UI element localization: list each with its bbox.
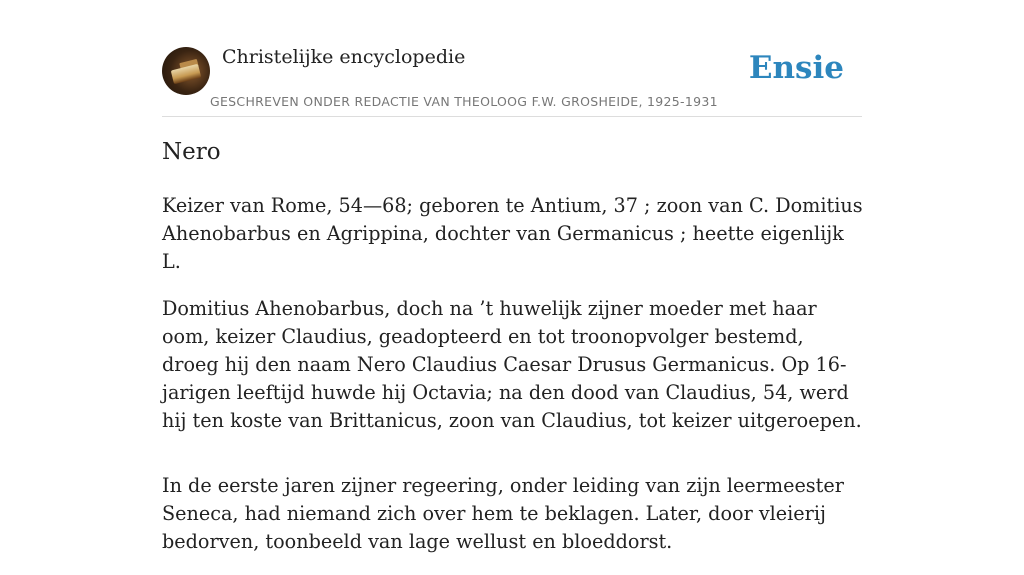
article-title: Nero (162, 139, 221, 165)
article-paragraph: In de eerste jaren zijner regeering, onder leiding van zijn leermeester Seneca, had niemand zich over hem te beklagen. Later, door vleierij bedorven, toonbeeld van lage wellust en bloeddorst. (162, 474, 844, 553)
article-paragraph: Domitius Ahenobarbus, doch na ’t huwelijk zijner moeder met haar oom, keizer Claudius, geadopteerd en tot troonopvolger bestemd, droeg hij den naam Nero Claudius Caesar Drusus Germanicus. Op 16-jarigen leeftijd huwde hij Octavia; na den dood van Claudius, 54, werd hij ten koste van Brittanicus, zoon van Claudius, tot keizer uitgeroepen. (162, 297, 862, 432)
avatar[interactable] (162, 47, 210, 95)
site-title[interactable]: Christelijke encyclopedie (222, 46, 466, 68)
site-subtitle: GESCHREVEN ONDER REDACTIE VAN THEOLOOG F.W. GROSHEIDE, 1925-1931 (210, 94, 718, 109)
article-body (162, 192, 866, 575)
article-paragraph: Keizer van Rome, 54—68; geboren te Antium, 37 ; zoon van C. Domitius Ahenobarbus en Agrippina, dochter van Germanicus ; heette eigenlijk L. (162, 194, 863, 273)
book-shape (171, 64, 202, 84)
site-header (162, 44, 862, 117)
brand-logo[interactable]: Ensie (748, 50, 844, 86)
